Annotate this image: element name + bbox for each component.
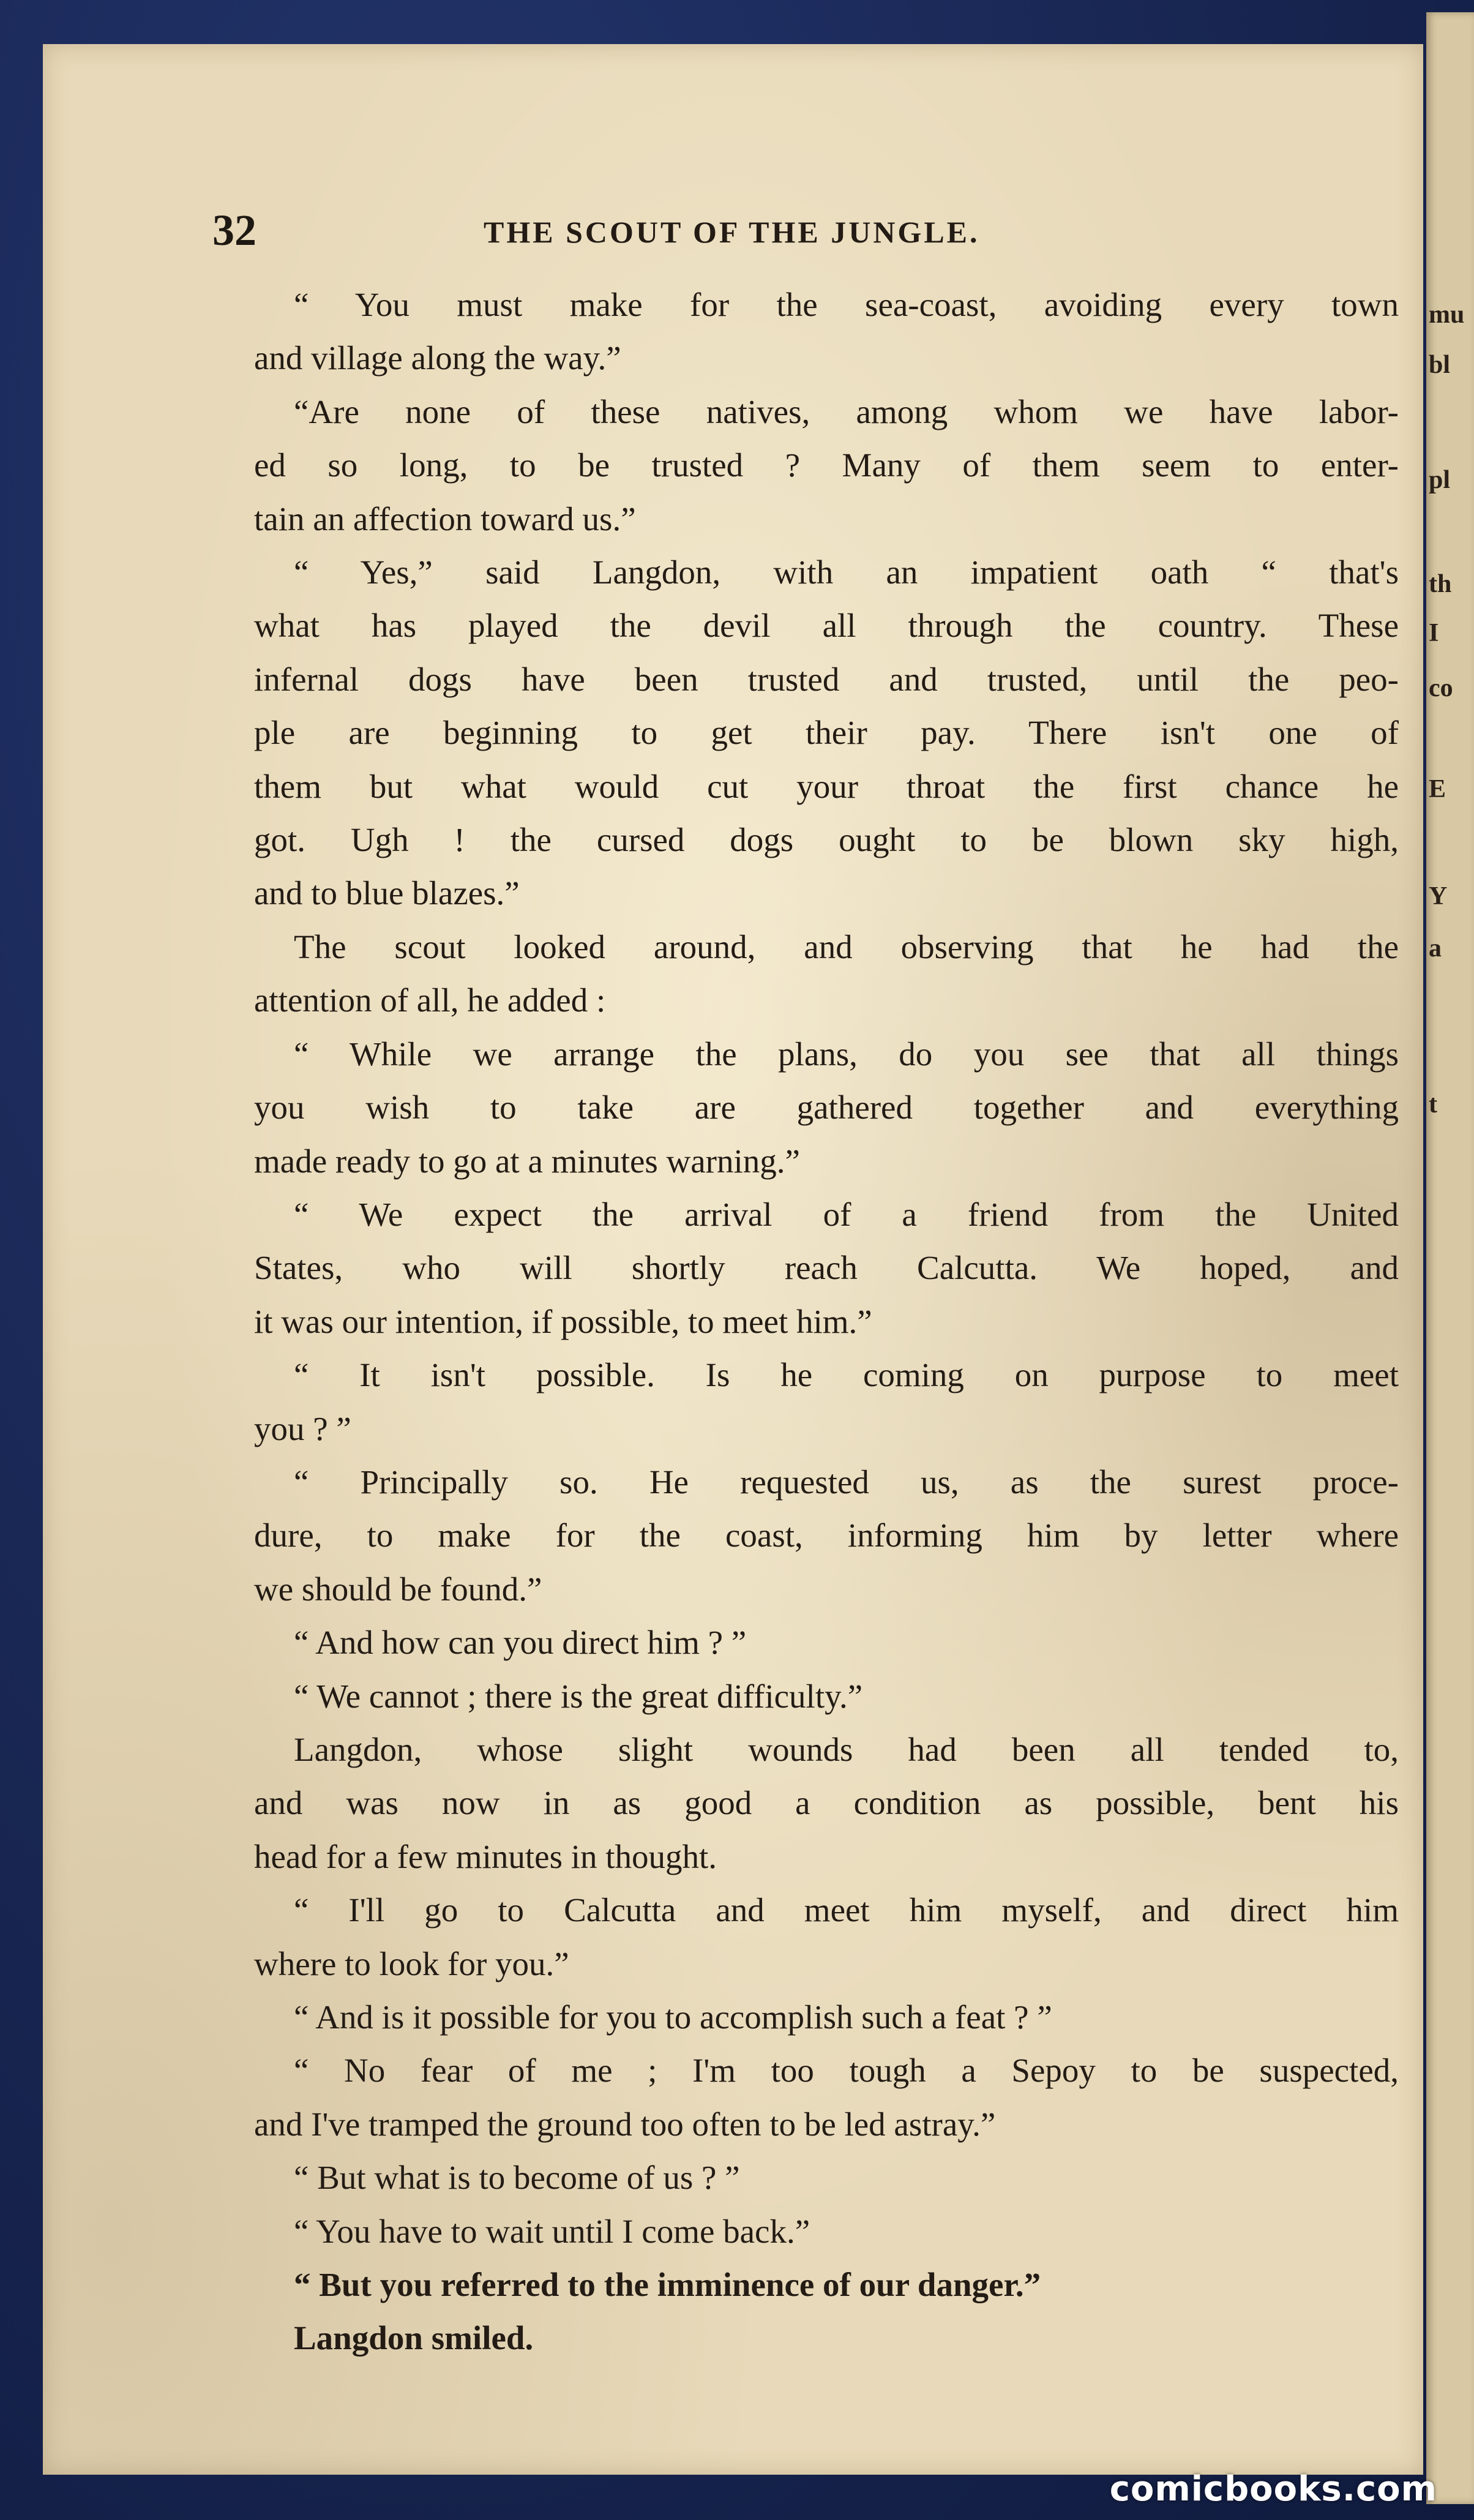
text-line: and village along the way.” — [254, 339, 621, 377]
watermark: comicbooks.com — [1109, 2469, 1437, 2509]
facing-page-fragment: mu — [1429, 301, 1465, 329]
text-line: head for a few minutes in thought. — [254, 1837, 717, 1875]
text-line: and I've tramped the ground too often to be led astray.” — [254, 2105, 996, 2143]
text-line: “ We expect the arrival of a friend from the United — [294, 1195, 1399, 1233]
text-line: tain an affection toward us.” — [254, 500, 636, 538]
text-line: The scout looked around, and observing that he had the — [294, 928, 1399, 966]
text-line: what has played the devil all through the country. These — [254, 607, 1399, 645]
text-line: dure, to make for the coast, informing him by letter where — [254, 1517, 1399, 1554]
text-line: “ Principally so. He requested us, as the surest proce- — [294, 1463, 1399, 1501]
text-line: “ While we arrange the plans, do you see that all things — [294, 1035, 1399, 1073]
text-line: you ? ” — [254, 1409, 351, 1447]
page-number: 32 — [212, 206, 256, 255]
facing-page-fragment: E — [1429, 775, 1446, 803]
facing-page-fragment: th — [1429, 570, 1452, 598]
text-line: where to look for you.” — [254, 1944, 569, 1982]
facing-page-fragment: Y — [1429, 882, 1448, 910]
text-line: and to blue blazes.” — [254, 874, 520, 912]
paragraph — [254, 1883, 1399, 1990]
paragraph — [254, 2311, 1399, 2364]
paragraph — [254, 1616, 1399, 1669]
facing-page-fragment: I — [1429, 619, 1439, 647]
paragraph — [254, 2258, 1399, 2311]
text-line: “ You must make for the sea-coast, avoiding every town — [294, 286, 1399, 323]
facing-page-edge — [1426, 12, 1474, 2504]
text-line: “ But what is to become of us ? ” — [294, 2159, 740, 2197]
text-line: got. Ugh ! the cursed dogs ought to be blown sky high, — [254, 821, 1399, 859]
text-line: attention of all, he added : — [254, 981, 606, 1019]
running-head: THE SCOUT OF THE JUNGLE. — [484, 215, 980, 249]
text-line: made ready to go at a minutes warning.” — [254, 1142, 800, 1180]
facing-page-fragment: co — [1429, 674, 1453, 702]
text-line: “ No fear of me ; I'm too tough a Sepoy to be suspected, — [294, 2052, 1399, 2090]
text-line: you wish to take are gathered together and everything — [254, 1089, 1399, 1127]
facing-page-fragment: t — [1429, 1090, 1437, 1119]
text-line: ed so long, to be trusted ? Many of them seem to enter- — [254, 446, 1399, 484]
text-line: infernal dogs have been trusted and trusted, until the peo- — [254, 660, 1399, 698]
paragraph — [254, 2205, 1399, 2258]
text-line: “ But you referred to the imminence of our danger.” — [294, 2266, 1041, 2304]
text-line: “ And is it possible for you to accomplish such a feat ? ” — [294, 1998, 1052, 2036]
facing-page-fragment: bl — [1429, 351, 1451, 379]
paragraph — [254, 1670, 1399, 1723]
paragraph — [254, 385, 1399, 546]
paragraph — [254, 2151, 1399, 2204]
text-line: we should be found.” — [254, 1570, 542, 1608]
paragraph — [254, 278, 1399, 385]
body-text — [254, 278, 1399, 2365]
paragraph — [254, 920, 1399, 1027]
page-header — [43, 208, 1423, 257]
paragraph — [254, 1027, 1399, 1188]
text-line: States, who will shortly reach Calcutta. We hoped, and — [254, 1249, 1399, 1287]
text-line: “ Yes,” said Langdon, with an impatient oath “ that's — [294, 553, 1399, 591]
paragraph — [254, 1723, 1399, 1883]
facing-page-fragment: pl — [1429, 466, 1451, 494]
paragraph — [254, 2044, 1399, 2151]
text-line: “ We cannot ; there is the great difficulty.” — [294, 1677, 863, 1715]
text-line: “Are none of these natives, among whom we have labor- — [294, 392, 1399, 430]
paragraph — [254, 546, 1399, 920]
text-line: and was now in as good a condition as possible, bent his — [254, 1784, 1399, 1822]
text-line: “ It isn't possible. Is he coming on purpose to meet — [294, 1356, 1399, 1394]
paragraph — [254, 1188, 1399, 1348]
text-line: it was our intention, if possible, to meet him.” — [254, 1302, 872, 1340]
paragraph — [254, 1348, 1399, 1455]
book-page — [43, 44, 1423, 2475]
text-line: “ I'll go to Calcutta and meet him myself, and direct him — [294, 1891, 1399, 1929]
text-line: “ You have to wait until I come back.” — [294, 2212, 810, 2250]
text-line: “ And how can you direct him ? ” — [294, 1624, 747, 1662]
text-line: Langdon smiled. — [294, 2319, 534, 2357]
paragraph — [254, 1455, 1399, 1616]
text-line: ple are beginning to get their pay. There isn't one of — [254, 714, 1399, 752]
text-line: them but what would cut your throat the first chance he — [254, 767, 1399, 805]
text-line: Langdon, whose slight wounds had been all tended to, — [294, 1730, 1399, 1768]
facing-page-fragment: a — [1429, 934, 1442, 962]
paragraph — [254, 1990, 1399, 2044]
